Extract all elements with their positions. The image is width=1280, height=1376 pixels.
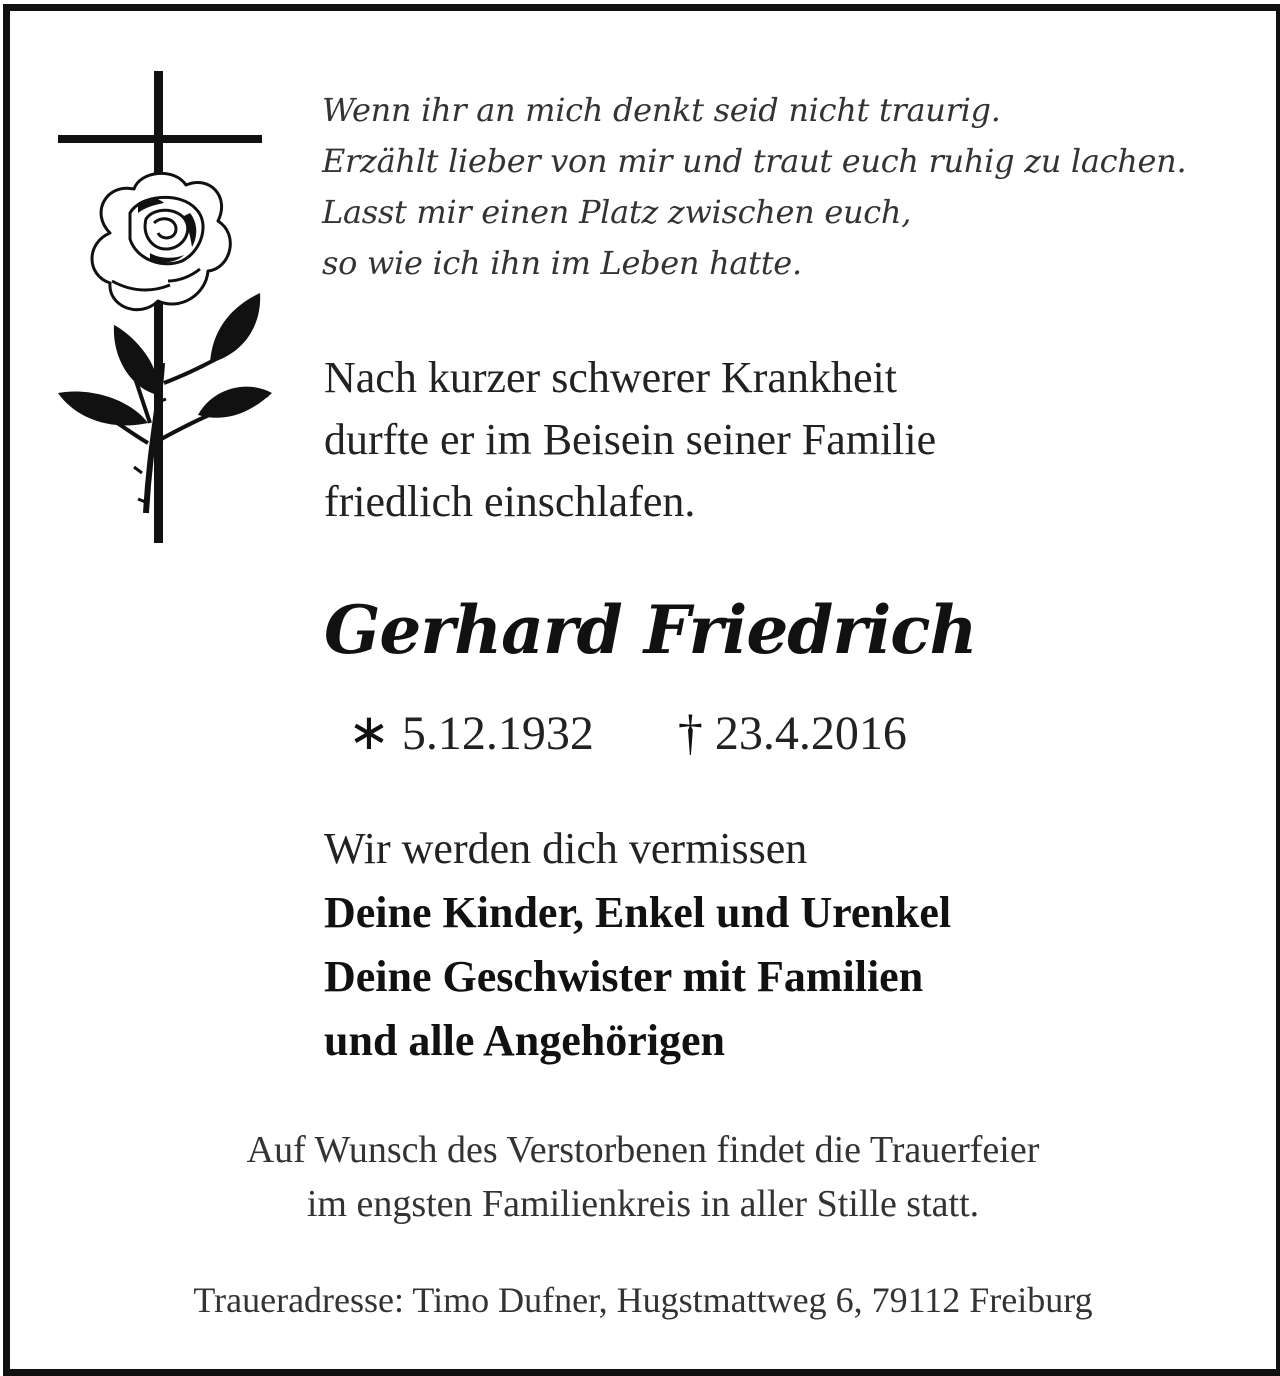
poem-line: Erzählt lieber von mir und traut euch ruhig zu lachen. <box>322 142 1187 180</box>
memorial-poem <box>322 85 1186 289</box>
funeral-notice <box>10 1123 1276 1231</box>
mourners-line: Deine Geschwister mit Familien <box>324 952 924 1001</box>
death-date: 23.4.2016 <box>714 707 907 760</box>
mourning-address: Traueradresse: Timo Dufner, Hugstmattweg 6, 79112 Freiburg <box>193 1280 1093 1320</box>
obituary-notice <box>3 4 1280 1376</box>
poem-line: so wie ich ihn im Leben hatte. <box>322 244 802 282</box>
poem-line: Wenn ihr an mich denkt seid nicht traurig. <box>322 91 1001 129</box>
death-cross-icon: † <box>677 704 703 760</box>
notice-line: im engsten Familienkreis in aller Stille statt. <box>306 1183 980 1225</box>
deceased-name: Gerhard Friedrich <box>324 591 977 669</box>
poem-line: Lasst mir einen Platz zwischen euch, <box>322 193 912 231</box>
birth-star-icon: ∗ <box>348 704 390 760</box>
notice-line: Auf Wunsch des Verstorbenen findet die Trauerfeier <box>246 1129 1040 1171</box>
mourners-block <box>324 817 951 1073</box>
announcement-line: friedlich einschlafen. <box>324 477 696 526</box>
mourners-lead: Wir werden dich vermissen <box>324 824 808 873</box>
announcement-line: durfte er im Beisein seiner Familie <box>324 415 937 464</box>
mourners-line: und alle Angehörigen <box>324 1016 725 1065</box>
life-dates <box>348 699 907 767</box>
announcement-line: Nach kurzer schwerer Krankheit <box>324 353 897 402</box>
death-announcement <box>324 347 936 533</box>
cross-with-rose-icon <box>50 63 280 543</box>
mourners-line: Deine Kinder, Enkel und Urenkel <box>324 888 952 937</box>
birth-date: 5.12.1932 <box>401 707 594 760</box>
